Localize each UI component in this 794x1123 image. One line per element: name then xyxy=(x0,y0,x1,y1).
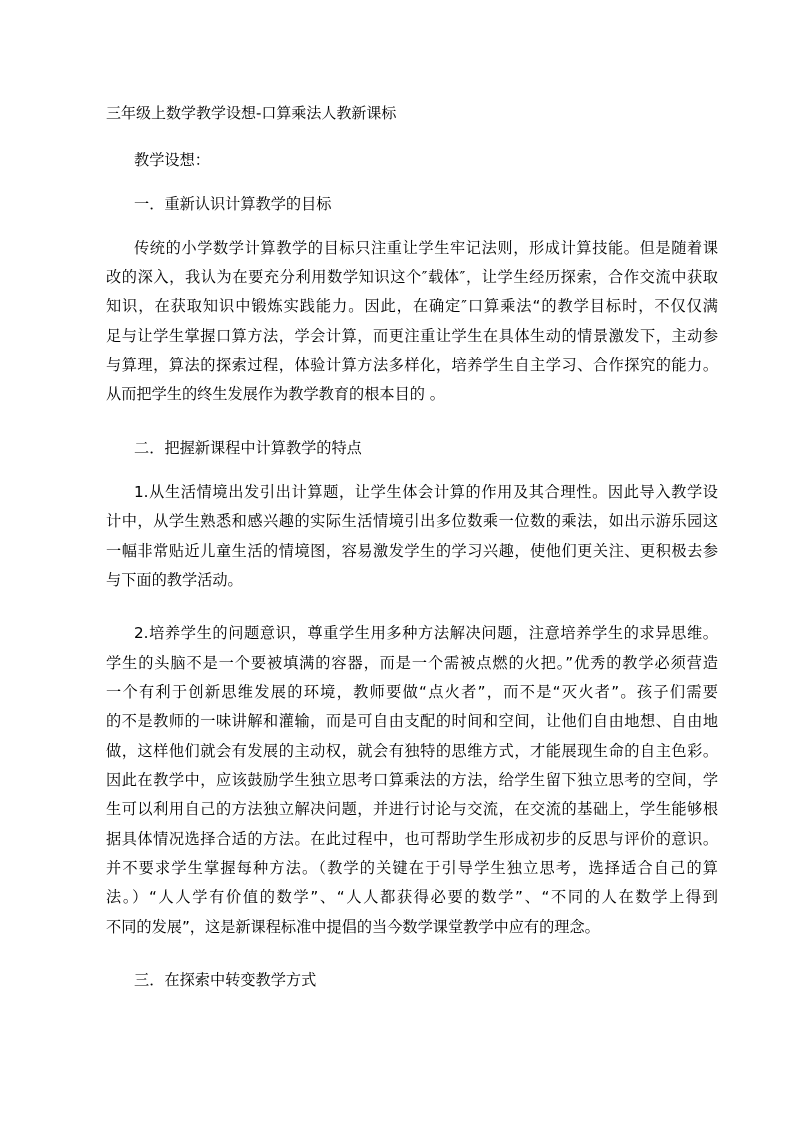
section2-para2-line: 一个有利于创新思维发展的环境，教师要做“点火者”，而不是“灭火者”。孩子们需要 xyxy=(106,683,718,701)
section2-para2-line: 生可以利用自己的方法独立解决问题，并进行讨论与交流，在交流的基础上，学生能够根 xyxy=(106,800,718,818)
section2-para2-line: 做，这样他们就会有发展的主动权，就会有独特的思维方式，才能展现生命的自主色彩。 xyxy=(106,742,718,760)
section2-para1-line: 一幅非常贴近儿童生活的情境图，容易激发学生的学习兴趣，使他们更关注、更积极去参 xyxy=(106,542,718,560)
document-title: 三年级上数学教学设想-口算乘法人教新课标 xyxy=(106,104,397,122)
section1-line: 足与让学生掌握口算方法，学会计算，而更注重让学生在具体生动的情景激发下，主动参 xyxy=(106,327,718,345)
intro-label: 教学设想： xyxy=(134,151,210,169)
section2-para1-line: 与下面的教学活动。 xyxy=(106,571,243,589)
section2-para1-line: 1.从生活情境出发引出计算题，让学生体会计算的作用及其合理性。因此导入教学设 xyxy=(134,483,718,501)
section2-para2-line: 据具体情况选择合适的方法。在此过程中，也可帮助学生形成初步的反思与评价的意识。 xyxy=(106,830,718,848)
section1-line: 从而把学生的终生发展作为教学教育的根本目的 。 xyxy=(106,385,445,403)
section2-para2-line: 因此在教学中，应该鼓励学生独立思考口算乘法的方法，给学生留下独立思考的空间，学 xyxy=(106,771,718,789)
section3-heading: 三．在探索中转变教学方式 xyxy=(134,971,317,989)
section1-line: 与算理，算法的探索过程，体验计算方法多样化，培养学生自主学习、合作探究的能力。 xyxy=(106,356,718,374)
section2-para2-line: 学生的头脑不是一个要被填满的容器，而是一个需被点燃的火把。”优秀的教学必须营造 xyxy=(106,654,718,672)
section1-heading: 一．重新认识计算教学的目标 xyxy=(134,195,332,213)
section2-para2-line: 并不要求学生掌握每种方法。（教学的关键在于引导学生独立思考，选择适合自己的算 xyxy=(106,859,718,877)
section2-para2-line: 法。）“人人学有价值的数学”、“人人都获得必要的数学”、“不同的人在数学上得到 xyxy=(106,888,718,906)
section2-heading: 二．把握新课程中计算教学的特点 xyxy=(134,439,362,457)
section1-line: 传统的小学数学计算教学的目标只注重让学生牢记法则，形成计算技能。但是随着课 xyxy=(134,239,718,257)
section2-para1-line: 计中，从学生熟悉和感兴趣的实际生活情境引出多位数乘一位数的乘法，如出示游乐园这 xyxy=(106,512,718,530)
section1-line: 改的深入，我认为在要充分利用数学知识这个″载体″，让学生经历探索，合作交流中获取 xyxy=(106,268,718,286)
section2-para2-line: 2.培养学生的问题意识，尊重学生用多种方法解决问题，注意培养学生的求异思维。 xyxy=(134,624,718,642)
section1-line: 知识，在获取知识中锻炼实践能力。因此，在确定″口算乘法“的教学目标时，不仅仅满 xyxy=(106,297,718,315)
section2-para2-line: 的不是教师的一味讲解和灌输，而是可自由支配的时间和空间，让他们自由地想、自由地 xyxy=(106,712,718,730)
section2-para2-line: 不同的发展”，这是新课程标准中提倡的当今数学课堂教学中应有的理念。 xyxy=(106,918,600,936)
